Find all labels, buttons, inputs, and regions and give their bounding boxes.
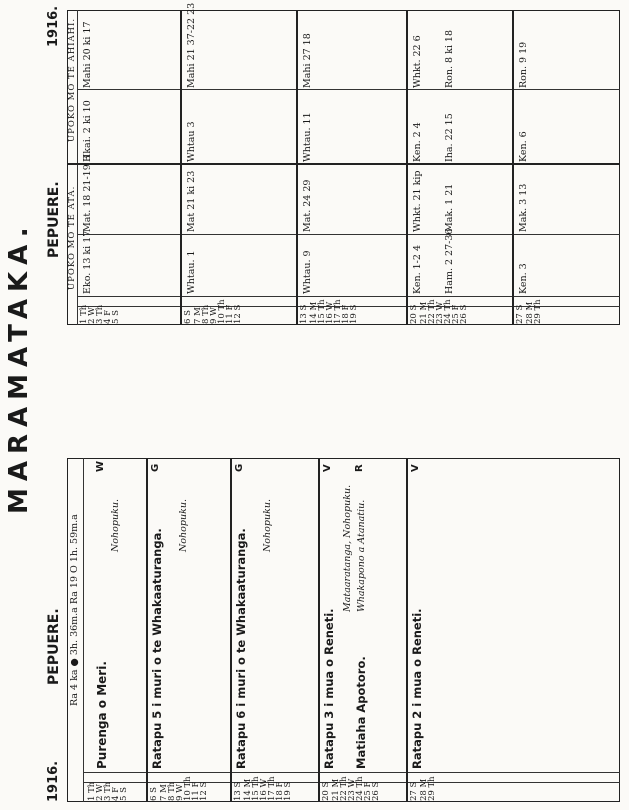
date-row: 24 Th — [443, 299, 453, 324]
lesson-ahiahi-1: Hkai. 2 ki 10 — [82, 100, 93, 162]
lesson-ata-2: Mat. 24 29 — [302, 179, 313, 232]
week-note-2: Whakapono a Atanatiu. — [356, 499, 367, 612]
week-note: Mataaratanga, Nohopuku. — [342, 484, 353, 612]
date-row: 22 Th — [427, 299, 437, 324]
liturgical-mark: V — [322, 464, 333, 472]
date-row: 24 Th — [355, 776, 365, 801]
week-heading: Ratapu 6 i muri o te Whakaaturanga. — [234, 528, 248, 769]
date-row: 15 Th — [251, 776, 261, 801]
liturgical-mark: V — [410, 464, 421, 472]
date-row: 25 F — [363, 781, 373, 801]
date-row: 4 F — [103, 309, 113, 324]
date-row: 21 M — [419, 301, 429, 324]
date-row: 18 F — [275, 781, 285, 801]
date-row: 6 S — [149, 787, 159, 801]
date-row: 8 Th — [167, 781, 177, 801]
week-heading: Ratapu 2 i mua o Reneti. — [410, 608, 424, 769]
week-note: Nohopuku. — [262, 499, 273, 552]
date-row: 9 W — [209, 307, 219, 324]
week-heading: Ratapu 3 i mua o Reneti. — [322, 608, 336, 769]
date-row: 14 M — [309, 301, 319, 324]
date-row: 20 S — [409, 304, 419, 324]
date-row: 12 S — [199, 781, 209, 801]
date-row: 28 M — [419, 778, 429, 801]
date-row: 7 M — [159, 784, 169, 801]
page-title: MARAMATAKA. — [4, 220, 34, 514]
week-heading: Ratapu 5 i muri o te Whakaaturanga. — [150, 528, 164, 769]
date-row: 15 Th — [317, 299, 327, 324]
lesson-ata-2: Mak. 3 13 — [518, 183, 529, 232]
date-row: 19 S — [283, 781, 293, 801]
lesson-ahiahi-2: Mahi 21 37-22 23 — [186, 2, 197, 88]
liturgical-mark: W — [95, 460, 106, 472]
liturgical-mark: G — [150, 463, 161, 472]
date-row: 10 Th — [183, 776, 193, 801]
date-row: 2 W — [87, 307, 97, 324]
date-row: 18 F — [341, 304, 351, 324]
date-row: 7 M — [193, 307, 203, 324]
left-month: PEPUERE. — [46, 608, 62, 685]
date-row: 16 W — [259, 778, 269, 801]
lesson-ahiahi-1: Ken. 6 — [518, 131, 529, 162]
date-row: 10 Th — [217, 299, 227, 324]
date-row: 13 S — [299, 304, 309, 324]
lesson-ata-2: Mat. 18 21-19 3 — [82, 155, 93, 232]
date-row: 12 S — [233, 304, 243, 324]
moon-phases: Ra 4 ka ● 3h. 36m.a Ra 19 O 1h. 59m.a — [69, 514, 80, 706]
date-row: 22 Th — [339, 776, 349, 801]
date-row: 23 W — [347, 778, 357, 801]
lesson-ata-2: Mat 21 ki 23 — [186, 170, 197, 232]
lesson-ahiahi-1: Whtau 3 — [186, 121, 197, 162]
date-row: 17 Th — [267, 776, 277, 801]
date-row: 14 M — [243, 778, 253, 801]
date-row: 13 S — [233, 781, 243, 801]
date-row: 27 S — [409, 781, 419, 801]
date-row: 3 Th — [103, 781, 113, 801]
date-row: 19 S — [349, 304, 359, 324]
week-note: Nohopuku. — [110, 499, 121, 552]
date-row: 5 S — [119, 787, 129, 801]
lesson-ata-1: Whtau. 9 — [302, 250, 313, 294]
lesson-ahiahi-1: Ken. 2 4 — [412, 122, 423, 162]
lesson-ata-1: Ken. 3 — [518, 263, 529, 294]
date-row: 1 Th — [79, 304, 89, 324]
date-row: 6 S — [183, 310, 193, 324]
lesson-ahiahi-2: Mahi 20 ki 17 — [82, 21, 93, 88]
date-row: 27 S — [515, 304, 525, 324]
lesson-ata-1: Ken. 1-2 4 — [412, 245, 423, 294]
lesson-ahiahi-2: Mahi 27 18 — [302, 33, 313, 88]
date-row: 29 Th — [427, 776, 437, 801]
lesson-ata-1: Whtau. 1 — [186, 250, 197, 294]
date-row: 25 F — [451, 304, 461, 324]
right-lessons-table — [67, 10, 620, 325]
date-row: 4 F — [111, 786, 121, 801]
date-row: 21 M — [331, 778, 341, 801]
lesson-ahiahi-1b: Iha. 22 15 — [444, 113, 455, 162]
date-row: 26 S — [371, 781, 381, 801]
week-heading-2: Matiaha Apotoro. — [354, 656, 368, 769]
liturgical-mark-2: R — [354, 464, 365, 472]
date-row: 17 Th — [333, 299, 343, 324]
left-year: 1916. — [46, 760, 61, 802]
week-note: Nohopuku. — [178, 499, 189, 552]
lesson-ata-1b: Ham. 2 27-36 — [444, 228, 455, 294]
date-row: 3 Th — [95, 304, 105, 324]
date-row: 28 M — [525, 301, 535, 324]
right-year: 1916. — [46, 5, 61, 47]
date-row: 16 W — [325, 301, 335, 324]
date-row: 20 S — [321, 781, 331, 801]
lesson-ahiahi-1: Whtau. 11 — [302, 112, 313, 162]
week-heading: Purenga o Meri. — [95, 661, 109, 769]
header-upoko-ahiahi: UPOKO MO TE AHIAHI. — [67, 17, 77, 142]
lesson-ata-2: Whkt. 21 kip — [412, 170, 423, 232]
date-row: 8 Th — [201, 304, 211, 324]
lesson-ata-1: Eko. 13 ki 17 — [82, 230, 93, 294]
lesson-ahiahi-2: Ron. 9 19 — [518, 41, 529, 88]
date-row: 9 W — [175, 784, 185, 801]
date-row: 29 Th — [533, 299, 543, 324]
lesson-ata-2b: Mak. 1 21 — [444, 183, 455, 232]
liturgical-mark: G — [234, 463, 245, 472]
lesson-ahiahi-2b: Ron. 8 ki 18 — [444, 30, 455, 88]
date-row: 11 F — [225, 304, 235, 324]
header-upoko-ata: UPOKO MO TE ATA. — [67, 185, 77, 290]
date-row: 5 S — [111, 310, 121, 324]
date-row: 11 F — [191, 781, 201, 801]
date-row: 23 W — [435, 301, 445, 324]
date-row: 1 Th — [87, 781, 97, 801]
date-row: 2 W — [95, 784, 105, 801]
lesson-ahiahi-2: Whkt. 22 6 — [412, 35, 423, 88]
right-month: PEPUERE. — [46, 181, 62, 258]
date-row: 26 S — [459, 304, 469, 324]
